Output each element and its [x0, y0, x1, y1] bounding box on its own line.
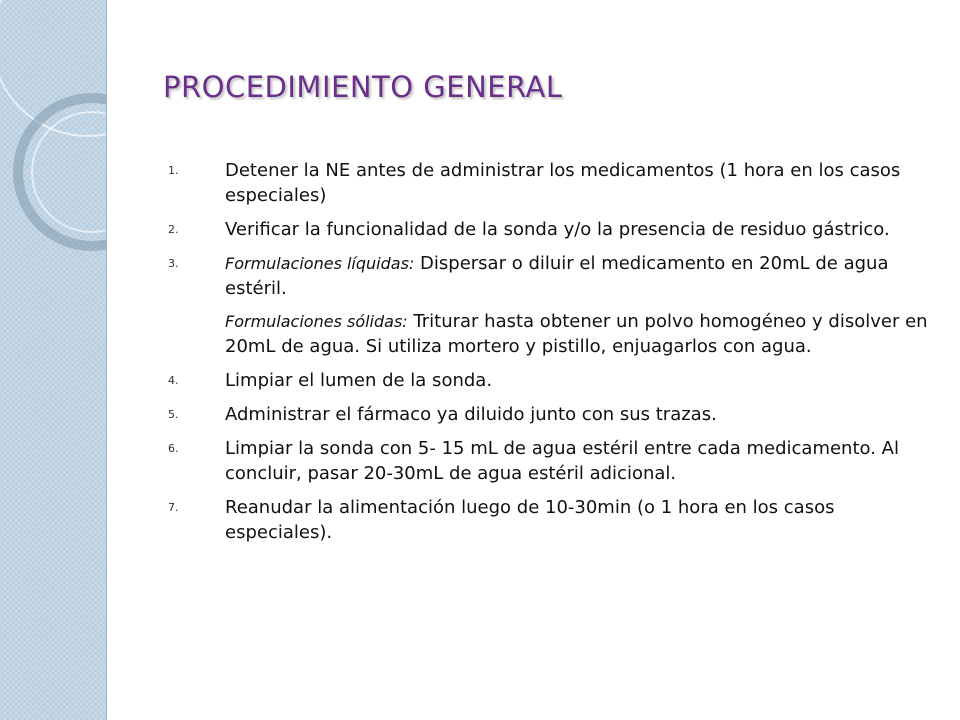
step-number: 5. — [168, 408, 179, 421]
decorative-circles — [0, 0, 106, 720]
step-number: 3. — [168, 257, 179, 270]
step-text: Administrar el fármaco ya diluido junto con sus trazas. — [225, 404, 717, 425]
step-3-solid — [168, 309, 938, 359]
decorative-circle-large — [0, 0, 106, 136]
decorative-circle-inner — [32, 112, 106, 232]
step-text: Verificar la funcionalidad de la sonda y/o la presencia de residuo gástrico. — [225, 219, 890, 240]
step-number: 2. — [168, 223, 179, 236]
step-number: 1. — [168, 164, 179, 177]
step-text: Triturar hasta obtener un polvo homogéneo y disolver en 20mL de agua. Si utiliza mortero y pistillo, enjuagarlos con agua. — [225, 311, 928, 357]
step-text: Limpiar el lumen de la sonda. — [225, 370, 493, 391]
procedure-steps — [168, 158, 938, 554]
step-number: 6. — [168, 442, 179, 455]
step-5 — [168, 402, 938, 427]
step-number: 7. — [168, 501, 179, 514]
step-4 — [168, 368, 938, 393]
step-6 — [168, 436, 938, 486]
step-7 — [168, 495, 938, 545]
step-number: 4. — [168, 374, 179, 387]
step-3 — [168, 251, 938, 301]
step-label: Formulaciones sólidas: — [225, 312, 408, 331]
step-1 — [168, 158, 938, 208]
slide-title: PROCEDIMIENTO GENERAL — [163, 70, 563, 104]
step-text: Detener la NE antes de administrar los medicamentos (1 hora en los casos especiales) — [225, 160, 901, 206]
step-label: Formulaciones líquidas: — [225, 254, 415, 273]
decorative-sidebar — [0, 0, 107, 720]
step-text: Limpiar la sonda con 5- 15 mL de agua estéril entre cada medicamento. Al concluir, pasar 20-30mL de agua estéril adicional. — [225, 438, 899, 484]
step-2 — [168, 217, 938, 242]
step-text: Reanudar la alimentación luego de 10-30min (o 1 hora en los casos especiales). — [225, 497, 835, 543]
step-text: Dispersar o diluir el medicamento en 20mL de agua estéril. — [225, 253, 889, 299]
